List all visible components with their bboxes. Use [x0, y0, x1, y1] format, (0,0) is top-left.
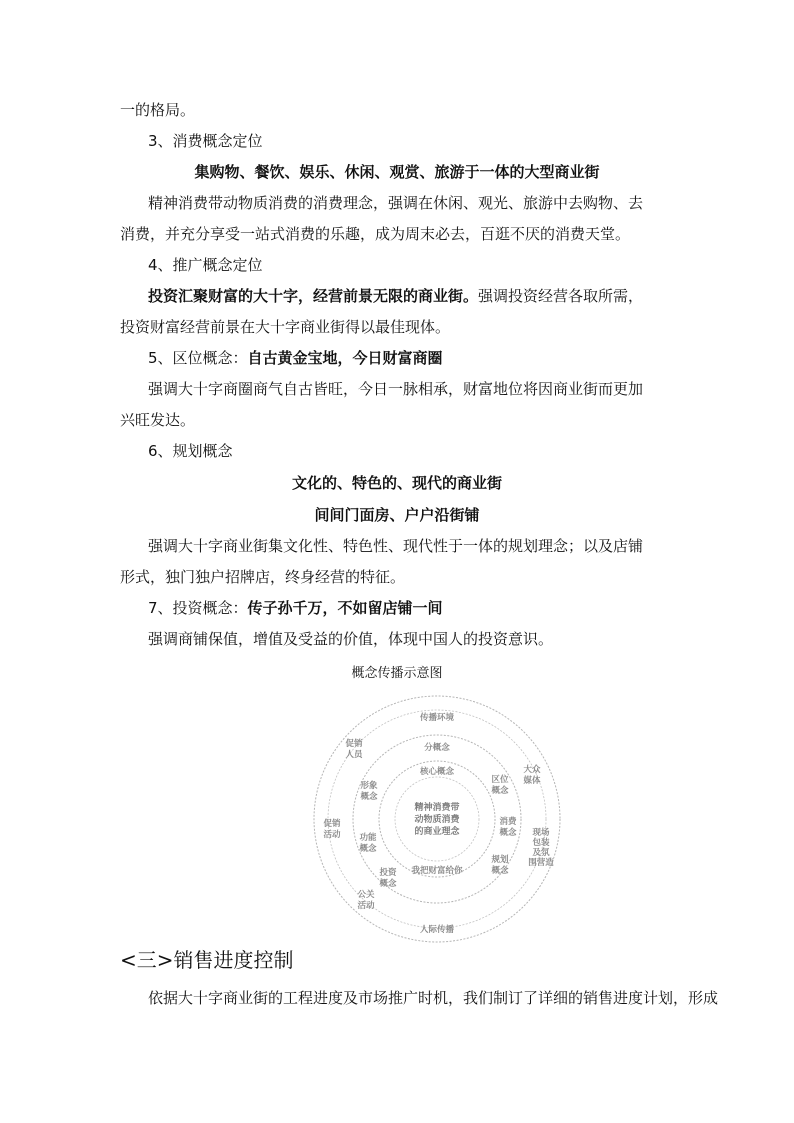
outer-label-top: 传播环境: [419, 713, 455, 723]
section-title: 4、推广概念定位: [148, 256, 263, 274]
section-heading: <三>销售进度控制: [120, 948, 294, 972]
text-line: 强调大十字商业街集文化性、特色性、现代性于一体的规划理念；以及店铺: [148, 537, 644, 555]
text-line: 投资财富经营前景在大十字商业街得以最佳现体。: [120, 318, 451, 336]
text-line: 强调商铺保值，增值及受益的价值，体现中国人的投资意识。: [148, 630, 554, 648]
middle-label-location-1: 区位: [491, 775, 509, 785]
bold-slogan: 投资汇聚财富的大十字，经营前景无限的商业街。: [148, 287, 479, 305]
section-title: 3、消费概念定位: [148, 132, 263, 150]
outer-label-pr-2: 活动: [357, 901, 375, 911]
text-line: 消费，并充分享受一站式消费的乐趣，成为周末必去，百逛不厌的消费天堂。: [120, 225, 631, 243]
text-line: 依据大十字商业街的工程进度及市场推广时机，我们制订了详细的销售进度计划，形成: [148, 989, 719, 1007]
text-line: 兴旺发达。: [120, 411, 196, 429]
outer-label-pr-1: 公关: [357, 890, 375, 900]
middle-label-planning-2: 概念: [491, 866, 509, 876]
text-span: 强调投资经营各取所需，: [478, 287, 644, 305]
label-span: 5、区位概念：: [148, 349, 248, 367]
middle-label-top: 分概念: [424, 743, 450, 753]
outer-label-site-3: 及氛: [532, 848, 550, 858]
outer-label-mass-media-2: 媒体: [523, 776, 541, 786]
outer-label-bottom: 人际传播: [419, 925, 455, 935]
concept-diagram: [310, 692, 564, 946]
core-text-3: 的商业理念: [414, 827, 460, 837]
bold-slogan: 传子孙千万，不如留店铺一间: [247, 599, 443, 617]
middle-label-bottom: 我把财富给你: [411, 866, 463, 876]
outer-label-mass-media-1: 大众: [523, 765, 541, 775]
centered-slogan: 文化的、特色的、现代的商业街: [291, 474, 502, 492]
label-span: 7、投资概念：: [148, 599, 248, 617]
section-title: 6、规划概念: [148, 442, 233, 460]
middle-label-invest-1: 投资: [379, 868, 397, 878]
text-line: [148, 286, 643, 306]
middle-label-function-2: 概念: [359, 844, 377, 854]
core-text-2: 动物质消费: [414, 815, 460, 825]
outer-label-promo-staff-1: 促销: [345, 739, 363, 749]
outer-label-promo-staff-2: 人员: [345, 750, 363, 760]
outer-label-site-2: 包装: [532, 838, 550, 848]
text-line: 精神消费带动物质消费的消费理念，强调在休闲、观光、旅游中去购物、去: [148, 194, 644, 212]
section-title: [148, 598, 443, 618]
middle-label-image-1: 形象: [360, 781, 378, 791]
centered-slogan: 集购物、餐饮、娱乐、休闲、观赏、旅游于一体的大型商业街: [194, 163, 600, 181]
middle-label-function-1: 功能: [359, 833, 377, 843]
middle-label-invest-2: 概念: [379, 879, 397, 889]
centered-slogan: 间间门面房、户户沿街铺: [314, 506, 480, 524]
middle-label-consume-1: 消费: [499, 817, 517, 827]
core-text-1: 精神消费带: [414, 803, 460, 813]
section-title: [148, 348, 443, 368]
outer-label-promo-event-1: 促销: [323, 819, 341, 829]
bold-slogan: 自古黄金宝地，今日财富商圈: [247, 349, 443, 367]
outer-label-site-4: 围营造: [528, 858, 554, 868]
outer-label-promo-event-2: 活动: [323, 830, 341, 840]
inner-label-core-concept: 核心概念: [419, 767, 455, 777]
middle-label-image-2: 概念: [360, 792, 378, 802]
outer-label-site-1: 现场: [532, 828, 550, 838]
text-line: 强调大十字商圈商气自古皆旺，今日一脉相承，财富地位将因商业街而更加: [148, 380, 644, 398]
middle-label-planning-1: 规划: [491, 855, 509, 865]
middle-label-location-2: 概念: [491, 786, 509, 796]
text-line: 形式，独门独户招牌店，终身经营的特征。: [120, 568, 406, 586]
middle-label-consume-2: 概念: [499, 828, 517, 838]
text-line: 一的格局。: [120, 101, 196, 119]
diagram-caption: 概念传播示意图: [351, 666, 443, 681]
